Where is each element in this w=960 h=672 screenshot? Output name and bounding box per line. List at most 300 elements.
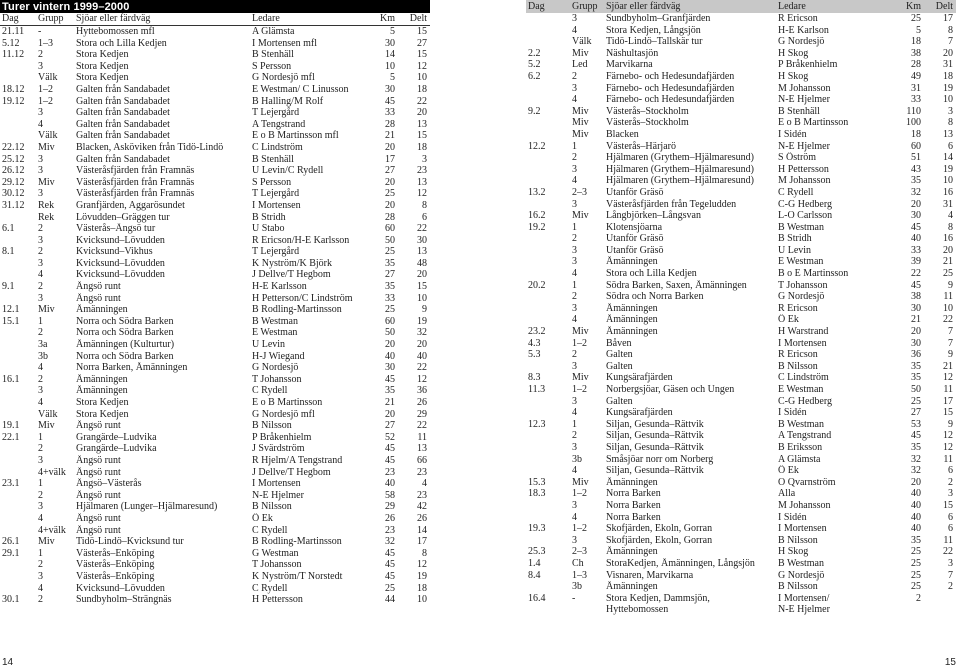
cell-grupp: 3: [38, 257, 43, 269]
cell-delt: 20: [417, 269, 427, 281]
cell-route: Hjälmaren (Grythem–Hjälmaresund): [606, 163, 755, 175]
cell-km: 20: [385, 199, 395, 211]
cell-route: Hjälmaren (Grythem–Hjälmaresund): [606, 175, 755, 187]
cell-delt: 26: [417, 512, 427, 524]
cell-delt: 30: [417, 234, 427, 246]
header-delt: Delt: [409, 13, 427, 24]
cell-delt: 11: [943, 534, 953, 546]
cell-grupp: 4: [572, 175, 577, 187]
cell-grupp: 4: [572, 407, 577, 419]
cell-grupp: 3: [572, 534, 577, 546]
table-row: [0, 327, 430, 339]
cell-dag: 19.3: [528, 523, 546, 535]
cell-ledare: U Stabo: [252, 223, 285, 235]
table-row: [0, 304, 430, 316]
cell-km: 32: [385, 536, 395, 548]
cell-dag: [526, 152, 570, 164]
cell-grupp: Miv: [572, 105, 589, 117]
cell-km: [894, 604, 924, 616]
cell-km: 20: [911, 326, 921, 338]
cell-grupp: 4+välk: [38, 466, 66, 478]
table-row: [526, 361, 956, 373]
cell-ledare: T Johansson: [252, 559, 302, 571]
cell-ledare: Ö Ek: [252, 512, 273, 524]
cell-dag: [0, 130, 36, 142]
cell-km: 60: [385, 315, 395, 327]
cell-ledare: T Lejergård: [252, 188, 300, 200]
cell-km: 30: [385, 37, 395, 49]
cell-route: Utanför Gräsö: [606, 244, 664, 256]
cell-route: Ängsö runt: [76, 281, 121, 293]
cell-ledare: E Westman: [252, 327, 298, 339]
cell-grupp: 3: [38, 107, 43, 119]
cell-dag: [0, 583, 36, 595]
cell-grupp: 1: [38, 478, 43, 490]
cell-delt: 18: [417, 582, 427, 594]
cell-delt: 40: [417, 350, 427, 362]
cell-ledare: B Stridh: [778, 233, 812, 245]
cell-grupp: 2: [572, 152, 577, 164]
cell-km: 23: [385, 524, 395, 536]
table-row: [526, 581, 956, 593]
cell-km: 45: [385, 547, 395, 559]
cell-route: Siljan, Gesunda–Rättvik: [606, 441, 704, 453]
cell-ledare: E o B Martinsson mfl: [252, 130, 339, 142]
cell-delt: 19: [417, 570, 427, 582]
cell-ledare: B Nilsson: [778, 534, 818, 546]
cell-route: Ängsö runt: [76, 292, 121, 304]
cell-grupp: 3: [38, 60, 43, 72]
cell-route: Södra Barken, Saxen, Åmänningen: [606, 279, 747, 291]
cell-ledare: N-E Hjelmer: [778, 140, 830, 152]
cell-route: Västerås–Stockholm: [606, 117, 689, 129]
cell-km: 45: [385, 95, 395, 107]
cell-ledare: N-E Hjelmer: [778, 94, 830, 106]
cell-delt: 15: [417, 26, 427, 37]
cell-grupp: 2–3: [572, 546, 587, 558]
cell-ledare: Ö Ek: [778, 465, 799, 477]
cell-dag: [526, 314, 570, 326]
left-page: [0, 0, 430, 606]
cell-km: 35: [911, 534, 921, 546]
cell-delt: 12: [417, 60, 427, 72]
cell-grupp: 4: [572, 24, 577, 36]
cell-route: Färnebo- och Hedesundafjärden: [606, 82, 735, 94]
cell-route: Näshultasjön: [606, 47, 659, 59]
cell-km: 33: [911, 94, 921, 106]
cell-dag: [526, 291, 570, 303]
cell-km: 45: [385, 373, 395, 385]
cell-ledare: G Nordesjö: [778, 36, 825, 48]
cell-route: Norra och Södra Barken: [76, 315, 174, 327]
cell-grupp: Rek: [38, 199, 55, 211]
cell-grupp: Miv: [38, 420, 55, 432]
cell-km: 23: [385, 466, 395, 478]
table-row: [0, 130, 430, 142]
cell-route: Västeråsfjärden från Tegeludden: [606, 198, 737, 210]
table-row: [526, 570, 956, 582]
table-row: [0, 559, 430, 571]
title-bar: [0, 0, 430, 13]
cell-km: 45: [385, 559, 395, 571]
cell-km: 25: [911, 581, 921, 593]
header-dag: Dag: [528, 1, 545, 12]
cell-route: Kvicksund–Vikhus: [76, 246, 153, 258]
cell-km: 40: [911, 488, 921, 500]
table-row: [526, 430, 956, 442]
cell-delt: 27: [417, 37, 427, 49]
cell-km: 25: [385, 582, 395, 594]
cell-grupp: 2: [38, 594, 43, 606]
table-row: [0, 525, 430, 537]
cell-dag: [526, 94, 570, 106]
cell-delt: 48: [417, 257, 427, 269]
cell-ledare: M Johansson: [778, 499, 831, 511]
cell-grupp: 2: [572, 349, 577, 361]
cell-delt: 6: [948, 140, 953, 152]
cell-ledare: H-J Wiegand: [252, 350, 305, 362]
table-row: [526, 593, 956, 605]
cell-delt: 66: [417, 454, 427, 466]
cell-route: Galten från Sandabadet: [76, 83, 170, 95]
cell-ledare: H-E Karlson: [778, 24, 829, 36]
cell-delt: 19: [417, 315, 427, 327]
cell-km: 45: [911, 221, 921, 233]
header-grupp: Grupp: [38, 13, 64, 24]
cell-grupp: 2: [38, 489, 43, 501]
table-row: [526, 372, 956, 384]
cell-delt: 9: [948, 349, 953, 361]
cell-delt: 4: [422, 478, 427, 490]
cell-route: Kvicksund–Lövudden: [76, 269, 165, 281]
cell-route: Norra Barken: [606, 499, 661, 511]
table-row: [0, 362, 430, 374]
cell-km: 21: [385, 397, 395, 408]
cell-route: Båven: [606, 337, 632, 349]
cell-dag: [0, 501, 36, 513]
cell-grupp: 4: [572, 94, 577, 106]
cell-delt: 22: [943, 546, 953, 558]
cell-route: Norra Barken, Åmänningen: [76, 362, 188, 374]
cell-ledare: B Stridh: [252, 211, 286, 223]
cell-km: 30: [911, 302, 921, 314]
cell-dag: [526, 303, 570, 315]
cell-ledare: B Westman: [778, 418, 824, 430]
cell-ledare: H Skog: [778, 70, 809, 82]
cell-delt: 12: [417, 559, 427, 571]
cell-ledare: B Rodling-Martinsson: [252, 304, 342, 316]
cell-dag: [0, 559, 36, 571]
cell-delt: 13: [943, 128, 953, 140]
cell-ledare: H Petterson/C Lindström: [252, 292, 353, 304]
cell-grupp: 1–3: [572, 569, 587, 581]
cell-dag: [526, 361, 570, 373]
table-row: [0, 26, 430, 38]
cell-ledare: C Lindström: [778, 372, 829, 384]
cell-route: Tidö-Lindö–Kvicksund tur: [76, 536, 184, 548]
cell-ledare: G Nordesjö mfl: [252, 408, 315, 420]
cell-delt: 10: [943, 175, 953, 187]
cell-km: 27: [911, 407, 921, 419]
cell-dag: 5.3: [528, 349, 541, 361]
cell-grupp: 1–2: [572, 384, 587, 395]
table-row: [0, 84, 430, 96]
cell-ledare: I Sidén: [778, 511, 807, 523]
cell-km: 45: [911, 279, 921, 291]
cell-delt: 18: [943, 70, 953, 82]
cell-ledare: B Eriksson: [778, 441, 823, 453]
cell-ledare: B Stenhäll: [778, 105, 820, 117]
cell-km: 40: [911, 233, 921, 245]
table-row: [526, 175, 956, 187]
cell-delt: 13: [417, 246, 427, 258]
cell-km: 40: [911, 523, 921, 535]
cell-ledare: B Nilsson: [778, 360, 818, 372]
cell-dag: 25.3: [528, 546, 546, 558]
cell-km: 50: [385, 327, 395, 339]
cell-km: 25: [911, 546, 921, 558]
header-ledare: Ledare: [778, 1, 806, 12]
cell-grupp: 3a: [38, 339, 48, 351]
cell-delt: 36: [417, 385, 427, 397]
cell-ledare: S Persson: [252, 176, 292, 188]
header-grupp: Grupp: [572, 1, 598, 12]
cell-delt: 18: [417, 141, 427, 153]
cell-route: Västerås–Härjarö: [606, 140, 676, 152]
cell-ledare: H Skog: [778, 546, 809, 558]
cell-grupp: Miv: [572, 326, 589, 338]
cell-km: 40: [911, 499, 921, 511]
cell-dag: 12.3: [528, 418, 546, 430]
cell-delt: 10: [417, 594, 427, 606]
cell-grupp: 2: [38, 281, 43, 293]
table-row: [526, 117, 956, 129]
cell-route: Galten från Sandabadet: [76, 130, 170, 142]
table-row: [0, 235, 430, 247]
table-row: [526, 210, 956, 222]
table-row: [526, 141, 956, 153]
cell-delt: 9: [422, 304, 427, 316]
cell-route: Stora Kedjen: [76, 49, 129, 61]
cell-ledare: C Rydell: [778, 186, 814, 198]
cell-ledare: U Levin/C Rydell: [252, 165, 324, 177]
cell-dag: 9.1: [2, 281, 15, 293]
cell-ledare: R Ericson: [778, 349, 818, 361]
cell-delt: [924, 593, 956, 605]
cell-delt: 7: [948, 337, 953, 349]
cell-delt: 2: [948, 581, 953, 593]
cell-delt: 8: [948, 117, 953, 129]
cell-dag: [0, 362, 36, 374]
table-row: [0, 293, 430, 305]
cell-dag: [526, 13, 570, 25]
table-row: [0, 490, 430, 502]
cell-km: 60: [911, 140, 921, 152]
cell-grupp: 3b: [572, 453, 582, 465]
cell-grupp: 2: [572, 233, 577, 245]
cell-delt: 31: [943, 198, 953, 210]
cell-grupp: Välk: [38, 72, 58, 84]
cell-km: 5: [916, 24, 921, 36]
cell-delt: 11: [943, 291, 953, 303]
table-row: [526, 187, 956, 199]
cell-delt: 9: [948, 418, 953, 430]
cell-ledare: G Nordesjö: [252, 362, 299, 374]
cell-km: 30: [385, 83, 395, 95]
cell-route: Småsjöar norr om Norberg: [606, 453, 714, 465]
cell-route: Västeråsfjärden från Framnäs: [76, 188, 195, 200]
table-row: [0, 316, 430, 328]
cell-grupp: 2: [572, 291, 577, 303]
cell-delt: 10: [417, 72, 427, 84]
cell-route: Stora och Lilla Kedjen: [606, 268, 697, 280]
cell-dag: [0, 467, 36, 479]
cell-delt: 20: [417, 339, 427, 351]
cell-dag: 18.3: [528, 488, 546, 500]
cell-km: 45: [385, 570, 395, 582]
cell-ledare: E o B Martinsson: [252, 397, 323, 408]
cell-dag: 11.3: [528, 384, 546, 395]
cell-grupp: 3: [38, 188, 43, 200]
cell-km: 10: [385, 60, 395, 72]
cell-route: Åmänningen: [606, 546, 658, 558]
cell-dag: [526, 83, 570, 95]
cell-delt: 7: [948, 326, 953, 338]
cell-route: Skofjärden, Ekoln, Gorran: [606, 534, 713, 546]
cell-grupp: Miv: [572, 117, 589, 129]
cell-delt: 31: [943, 59, 953, 71]
cell-grupp: 3: [38, 165, 43, 177]
header-km: Km: [380, 13, 395, 24]
table-row: [0, 246, 430, 258]
cell-dag: 13.2: [528, 186, 546, 198]
cell-ledare: E Westman: [778, 256, 824, 268]
cell-km: 20: [385, 339, 395, 351]
cell-delt: 17: [417, 536, 427, 548]
cell-dag: 6.2: [528, 70, 541, 82]
cell-dag: [0, 327, 36, 339]
cell-delt: 21: [943, 360, 953, 372]
cell-km: 28: [385, 118, 395, 130]
cell-dag: 15.3: [528, 476, 546, 488]
cell-delt: 15: [417, 130, 427, 142]
cell-delt: 3: [422, 153, 427, 165]
cell-grupp: 2: [38, 559, 43, 571]
cell-ledare: I Sidén: [778, 407, 807, 419]
cell-route: Marvikarna: [606, 59, 653, 71]
cell-km: 36: [911, 349, 921, 361]
cell-ledare: C Rydell: [252, 582, 288, 594]
cell-km: 52: [385, 431, 395, 443]
cell-route: Åmänningen: [606, 314, 658, 326]
table-row: [0, 96, 430, 108]
cell-delt: 22: [417, 362, 427, 374]
cell-ledare: M Johansson: [778, 175, 831, 187]
cell-dag: [526, 268, 570, 280]
table-row: [0, 374, 430, 386]
cell-route: Ängsö runt: [76, 454, 121, 466]
cell-dag: [526, 175, 570, 187]
cell-km: 50: [911, 384, 921, 395]
cell-dag: [0, 258, 36, 270]
cell-grupp: 3: [38, 385, 43, 397]
cell-delt: 11: [417, 431, 427, 443]
cell-delt: 7: [948, 36, 953, 48]
cell-dag: 23.1: [2, 478, 20, 490]
cell-grupp: 3: [572, 13, 577, 24]
cell-delt: 12: [943, 430, 953, 442]
cell-dag: 15.1: [2, 315, 20, 327]
cell-ledare: A Tengstrand: [252, 118, 306, 130]
cell-dag: 26.1: [2, 536, 20, 548]
cell-route: Västerås–Ängsö tur: [76, 223, 156, 235]
cell-route: Stora Kedjen, Dammsjön,: [606, 592, 710, 604]
cell-ledare: A Glämsta: [778, 453, 821, 465]
cell-grupp: 2: [572, 430, 577, 442]
cell-route: Åmänningen: [606, 581, 658, 593]
cell-km: 32: [911, 453, 921, 465]
cell-route: Västerås–Stockholm: [606, 105, 689, 117]
cell-dag: [526, 407, 570, 419]
cell-delt: 17: [943, 395, 953, 407]
cell-dag: 26.12: [2, 165, 25, 177]
table-row: [0, 119, 430, 131]
table-row: [526, 36, 956, 48]
table-row: [526, 454, 956, 466]
cell-route: Lövudden–Gräggen tur: [76, 211, 170, 223]
cell-delt: 22: [417, 420, 427, 432]
cell-grupp: 3: [572, 360, 577, 372]
cell-ledare: N-E Hjelmer: [778, 604, 830, 616]
cell-ledare: B Stenhäll: [252, 49, 294, 61]
cell-delt: 15: [417, 49, 427, 61]
cell-grupp: 3: [38, 234, 43, 246]
cell-route: Stora Kedjen: [76, 397, 129, 408]
table-row: [526, 59, 956, 71]
cell-delt: 13: [417, 118, 427, 130]
cell-route: Norra Barken: [606, 488, 661, 500]
cell-ledare: C Lindström: [252, 141, 303, 153]
table-row: [0, 594, 430, 606]
cell-dag: [526, 535, 570, 547]
cell-dag: [0, 269, 36, 281]
cell-route: Grangärde–Ludvika: [76, 443, 157, 455]
cell-dag: 5.12: [2, 37, 20, 49]
table-row: [0, 351, 430, 363]
cell-dag: [0, 513, 36, 525]
cell-delt: 3: [948, 488, 953, 500]
cell-km: 60: [385, 223, 395, 235]
cell-ledare: R Ericson: [778, 13, 818, 24]
cell-dag: 8.1: [2, 246, 15, 258]
cell-km: 20: [911, 476, 921, 488]
cell-route: Galten: [606, 349, 633, 361]
cell-route: Kungsärafjärden: [606, 372, 673, 384]
cell-route: Färnebo- och Hedesundafjärden: [606, 94, 735, 106]
cell-delt: 6: [422, 211, 427, 223]
cell-dag: [526, 396, 570, 408]
cell-route: Sundbyholm–Strängnäs: [76, 594, 172, 606]
cell-ledare: B Halling/M Rolf: [252, 95, 324, 107]
cell-delt: 15: [943, 407, 953, 419]
cell-dag: [0, 339, 36, 351]
cell-dag: 6.1: [2, 223, 15, 235]
cell-delt: 16: [943, 233, 953, 245]
cell-grupp: 3: [572, 499, 577, 511]
table-row: [0, 397, 430, 409]
cell-km: 35: [911, 372, 921, 384]
cell-route: Galten från Sandabadet: [76, 107, 170, 119]
